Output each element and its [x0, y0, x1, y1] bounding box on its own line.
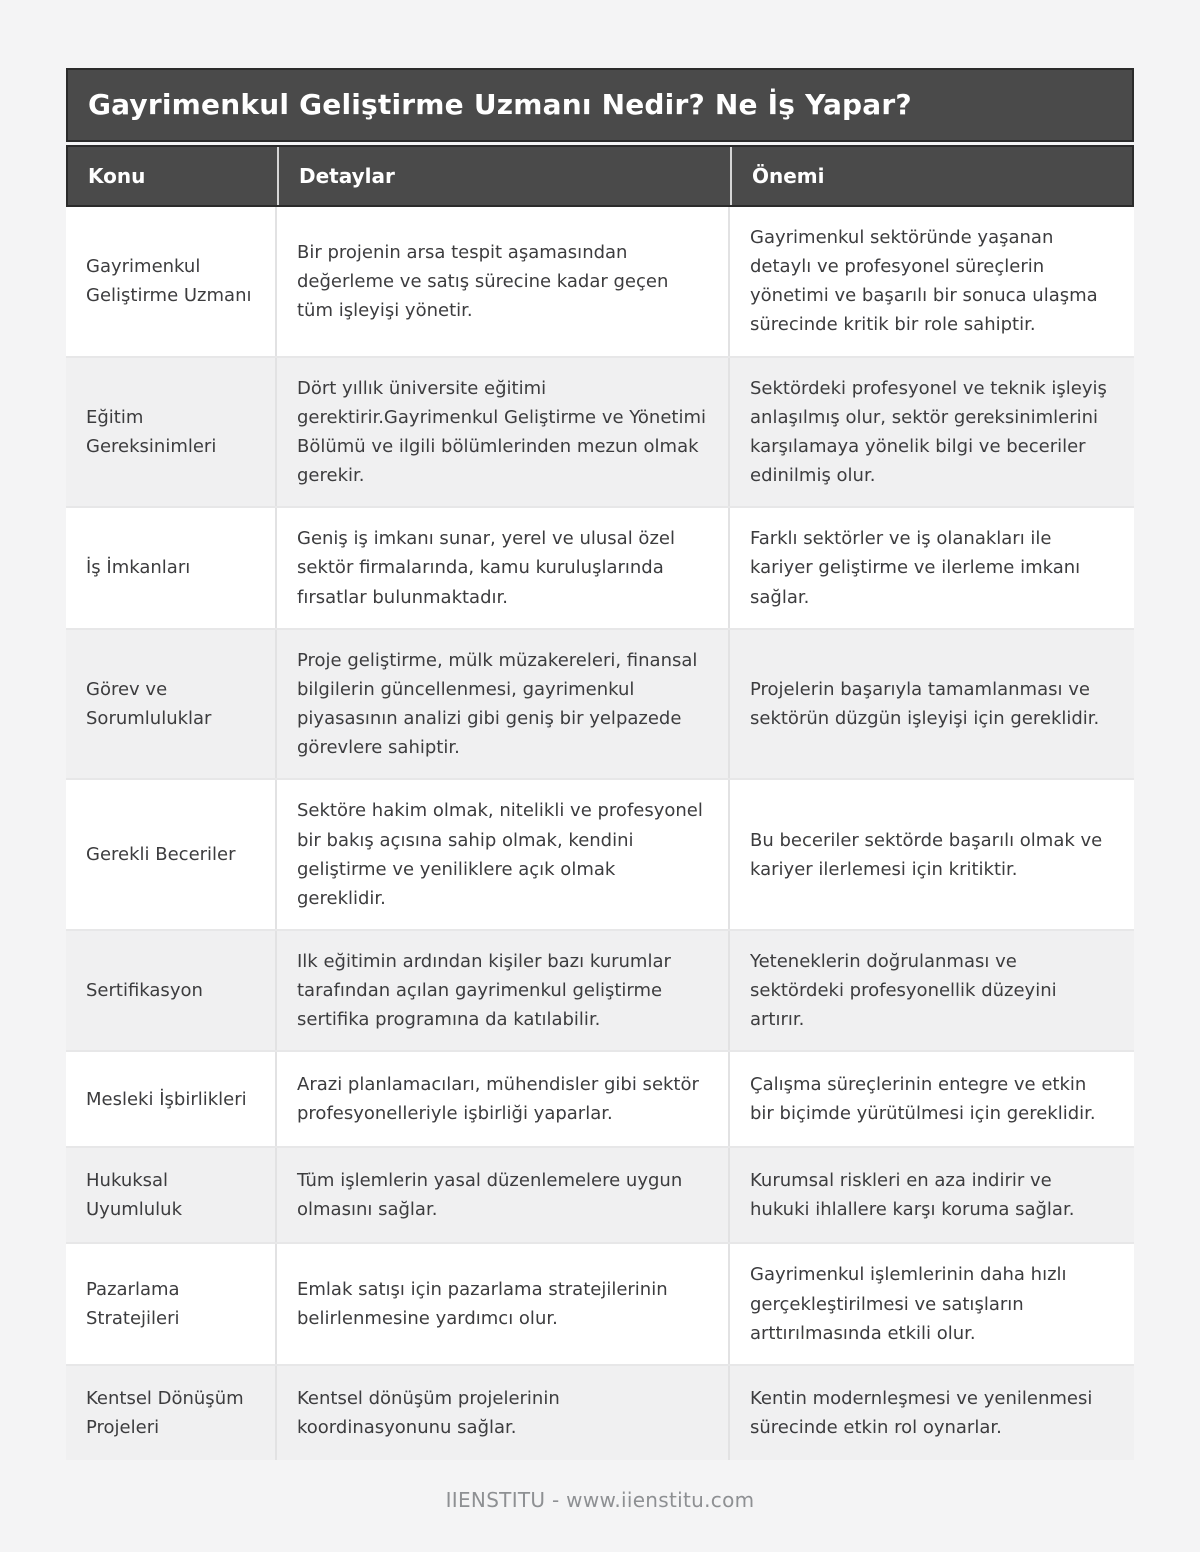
details-cell: Arazi planlamacıları, mühendisler gibi sektör profesyonelleriyle işbirliği yaparlar.: [275, 1052, 728, 1146]
topic-cell: Gayrimenkul Geliştirme Uzmanı: [86, 256, 252, 307]
column-header-detaylar: Detaylar: [277, 147, 730, 205]
topic-cell: Kentsel Dönüşüm Projeleri: [86, 1387, 244, 1438]
details-cell: Proje geliştirme, mülk müzakereleri, finansal bilgilerin güncellenmesi, gayrimenkul piyasasının analizi gibi geniş bir yelpazede görevlere sahiptir.: [275, 630, 728, 779]
details-cell: Emlak satışı için pazarlama stratejilerinin belirlenmesine yardımcı olur.: [275, 1244, 728, 1363]
column-header-onemi: Önemi: [730, 147, 1132, 205]
importance-cell: Yeteneklerin doğrulanması ve sektördeki profesyonellik düzeyini artırır.: [728, 931, 1134, 1050]
details-cell: Dört yıllık üniversite eğitimi gerektirir.Gayrimenkul Geliştirme ve Yönetimi Bölümü ve ilgili bölümlerinden mezun olmak gerekir.: [275, 358, 728, 507]
details-cell: Sektöre hakim olmak, nitelikli ve profesyonel bir bakış açısına sahip olmak, kendini geliştirme ve yeniliklere açık olmak gereklidir.: [275, 780, 728, 929]
importance-cell: Gayrimenkul işlemlerinin daha hızlı gerçekleştirilmesi ve satışların arttırılmasında etkili olur.: [728, 1244, 1134, 1363]
topic-cell: Sertifikasyon: [86, 980, 203, 1002]
details-cell: Tüm işlemlerin yasal düzenlemelere uygun olmasını sağlar.: [275, 1148, 728, 1242]
footer-branding: IIENSTITU - www.iienstitu.com: [445, 1487, 755, 1512]
topic-cell: Pazarlama Stratejileri: [86, 1279, 180, 1330]
table-row: [66, 207, 1134, 356]
topic-cell: Görev ve Sorumluluklar: [86, 678, 212, 730]
table-row: [66, 1242, 1134, 1363]
importance-cell: Kurumsal riskleri en aza indirir ve hukuki ihlallere karşı koruma sağlar.: [728, 1148, 1134, 1242]
topic-cell: İş İmkanları: [86, 557, 191, 579]
info-table-document: [66, 68, 1134, 1512]
topic-cell: Mesleki İşbirlikleri: [86, 1088, 247, 1110]
table-row: [66, 506, 1134, 627]
details-cell: Kentsel dönüşüm projelerinin koordinasyonunu sağlar.: [275, 1366, 728, 1460]
importance-cell: Kentin modernleşmesi ve yenilenmesi sürecinde etkin rol oynarlar.: [728, 1366, 1134, 1460]
table-row: [66, 1146, 1134, 1242]
page-title: Gayrimenkul Geliştirme Uzmanı Nedir? Ne İş Yapar?: [66, 68, 1134, 142]
importance-cell: Çalışma süreçlerinin entegre ve etkin bir biçimde yürütülmesi için gereklidir.: [728, 1052, 1134, 1146]
importance-cell: Gayrimenkul sektöründe yaşanan detaylı ve profesyonel süreçlerin yönetimi ve başarılı bir sonuca ulaşma sürecinde kritik bir role sahiptir.: [728, 207, 1134, 356]
table-row: [66, 929, 1134, 1050]
details-cell: Ilk eğitimin ardından kişiler bazı kurumlar tarafından açılan gayrimenkul geliştirme sertifika programına da katılabilir.: [275, 931, 728, 1050]
table-row: [66, 1364, 1134, 1460]
topic-cell: Eğitim Gereksinimleri: [86, 406, 217, 457]
importance-cell: Sektördeki profesyonel ve teknik işleyiş anlaşılmış olur, sektör gereksinimlerini karşılamaya yönelik bilgi ve beceriler edinilmiş olur.: [728, 358, 1134, 507]
importance-cell: Projelerin başarıyla tamamlanması ve sektörün düzgün işleyişi için gereklidir.: [728, 630, 1134, 779]
table-row: [66, 778, 1134, 929]
details-cell: Bir projenin arsa tespit aşamasından değerleme ve satış sürecine kadar geçen tüm işleyişi yönetir.: [275, 207, 728, 356]
topic-cell: Hukuksal Uyumluluk: [86, 1170, 183, 1221]
topic-cell: Gerekli Beceriler: [86, 844, 236, 866]
table-row: [66, 356, 1134, 507]
importance-cell: Bu beceriler sektörde başarılı olmak ve kariyer ilerlemesi için kritiktir.: [728, 780, 1134, 929]
table-row: [66, 1050, 1134, 1146]
details-cell: Geniş iş imkanı sunar, yerel ve ulusal özel sektör firmalarında, kamu kuruluşlarında fırsatlar bulunmaktadır.: [275, 508, 728, 627]
table-header-row: [66, 145, 1134, 207]
column-header-konu: Konu: [88, 164, 146, 188]
table-body: [66, 207, 1134, 1460]
importance-cell: Farklı sektörler ve iş olanakları ile kariyer geliştirme ve ilerleme imkanı sağlar.: [728, 508, 1134, 627]
table-row: [66, 628, 1134, 779]
